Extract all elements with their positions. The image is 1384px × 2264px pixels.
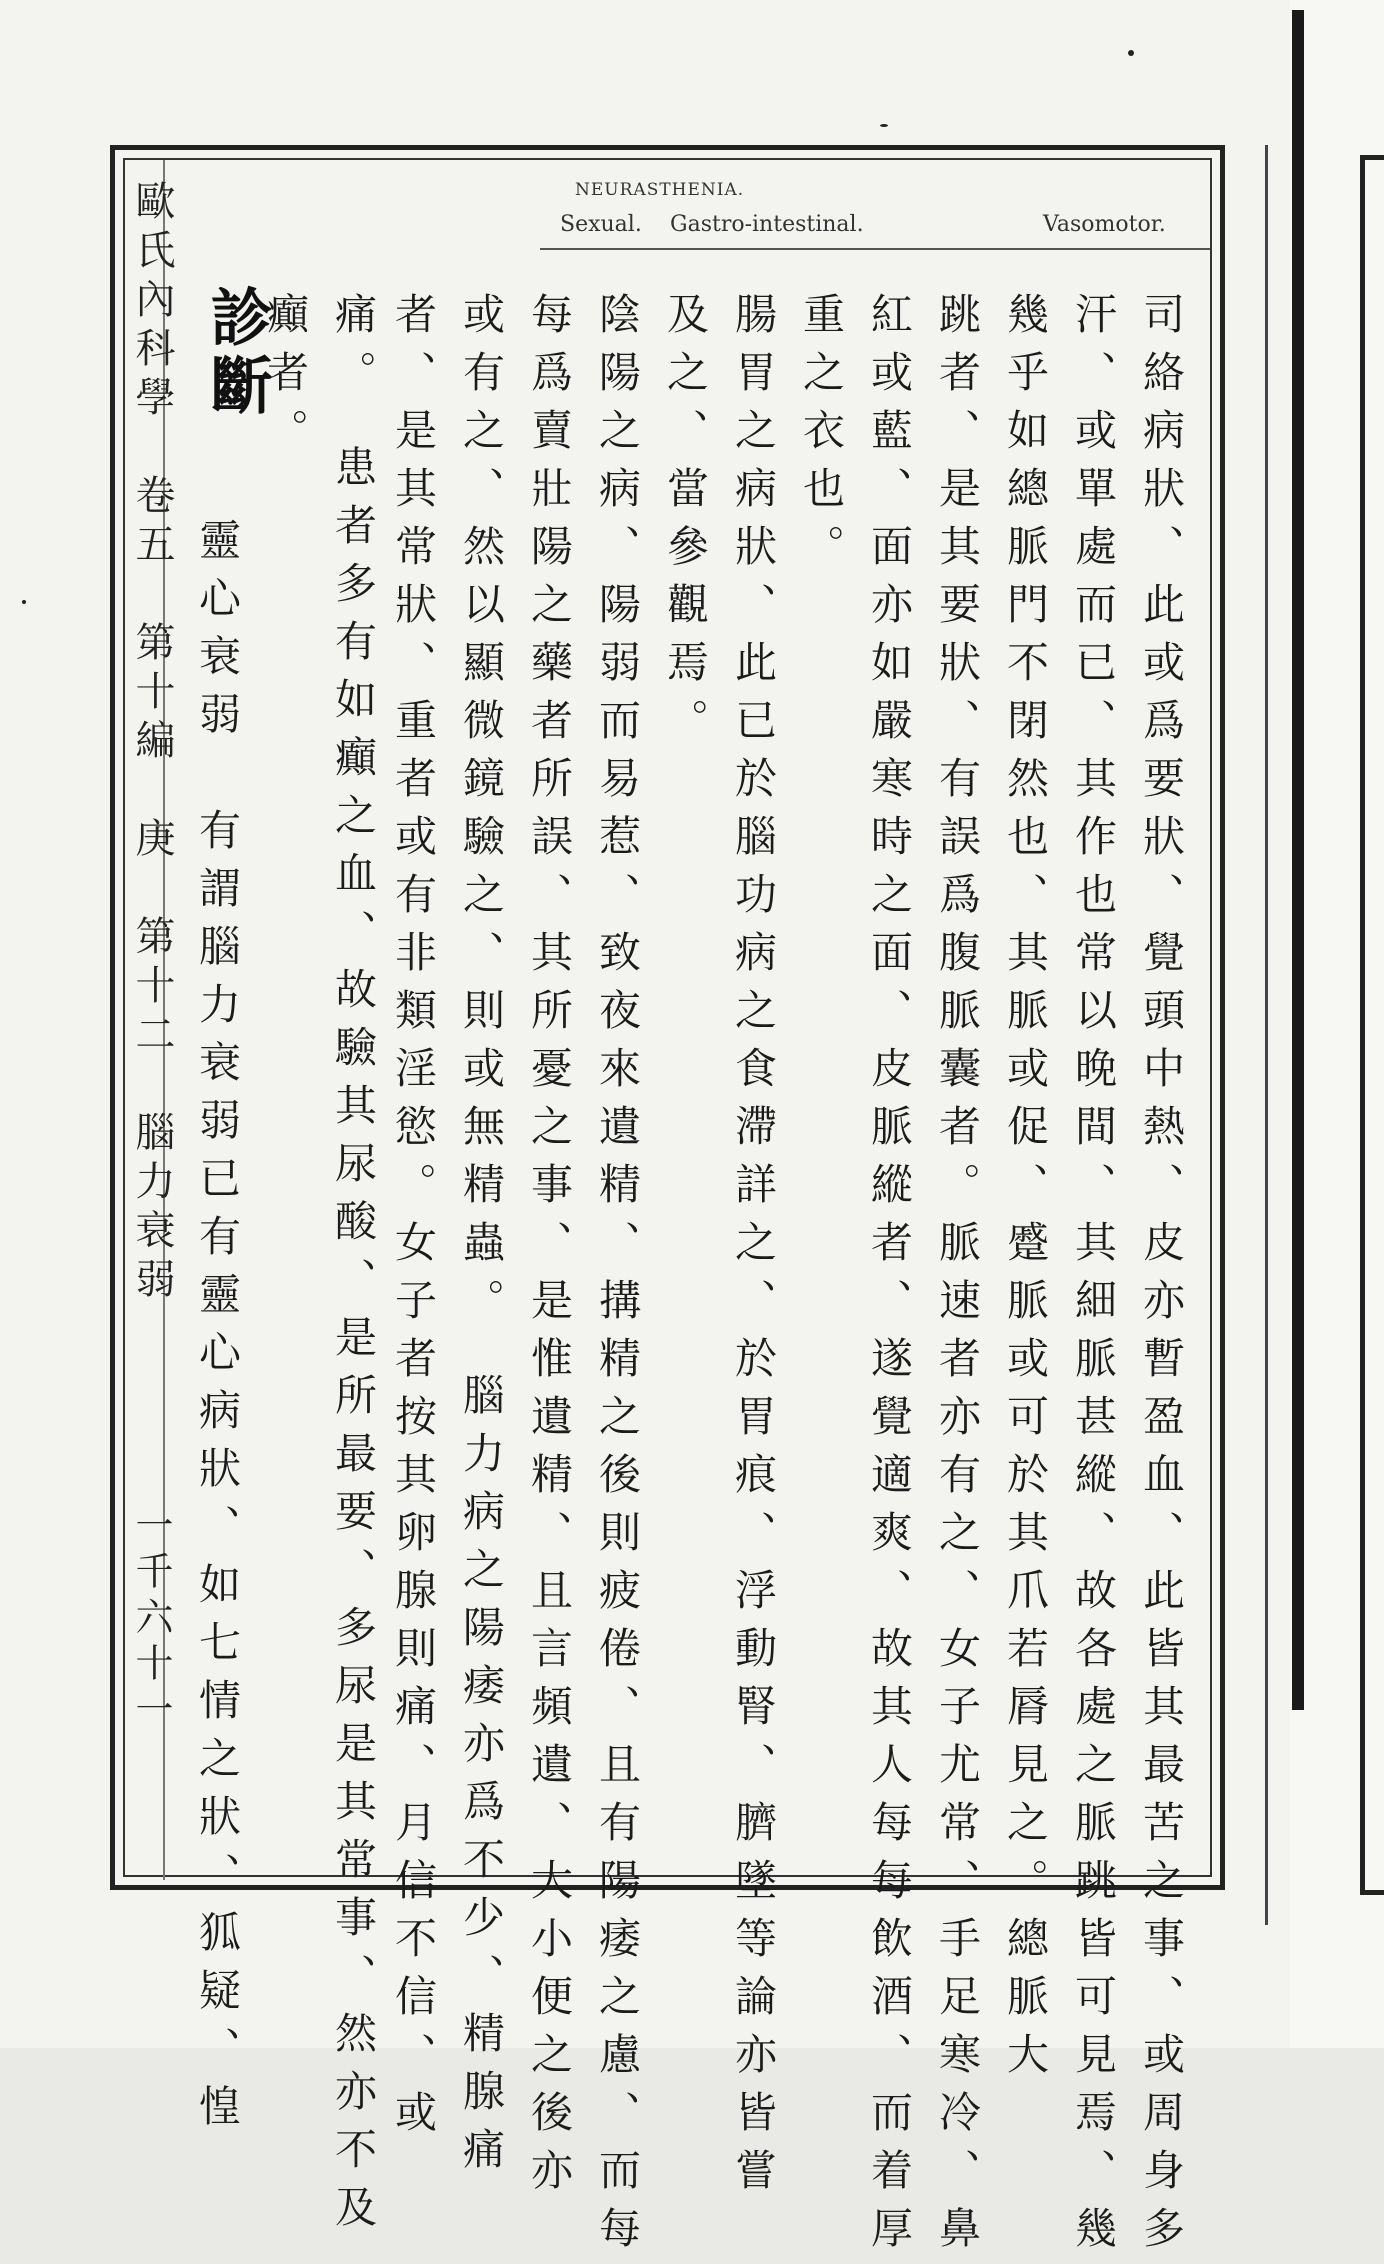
text-column: 重之衣也。 — [797, 292, 846, 582]
header-sexual: Sexual. — [560, 212, 642, 237]
text-column: 幾乎如總脈門不閉然也、其脈或促、蹙脈或可於其爪若脣見之。總脈大 — [1001, 292, 1050, 2090]
speck — [22, 600, 26, 604]
header-gastro: Gastro-intestinal. — [670, 212, 864, 237]
text-column: 腸胃之病狀、此已於腦功病之食滯詳之、於胃痕、浮動腎、臍墜等論亦皆嘗 — [729, 292, 778, 2206]
section-heading: 診斷 — [200, 285, 273, 421]
page-header — [540, 175, 1210, 250]
text-column: 及之、當參觀焉。 — [661, 292, 710, 756]
text-column: 司絡病狀、此或爲要狀、覺頭中熱、皮亦暫盈血、此皆其最苦之事、或周身多 — [1137, 292, 1186, 2264]
text-column: 跳者、是其要狀、有誤爲腹脈囊者。脈速者亦有之、女子尤常、手足寒冷、鼻 — [933, 292, 982, 2264]
text-column: 或有之、然以顯微鏡驗之、則或無精蟲。 腦力病之陽痿亦爲不少、精腺痛 — [457, 292, 506, 2185]
page-edge-rule — [1265, 145, 1268, 1925]
running-head: 歐氏內科學 卷五 第十編 庚 第十二 腦力衰弱 — [129, 180, 175, 1307]
adjacent-page-frame — [1360, 155, 1384, 1895]
text-column: 紅或藍、面亦如嚴寒時之面、皮脈縱者、遂覺適爽、故其人每每飲酒、而着厚 — [865, 292, 914, 2264]
speck — [880, 124, 888, 127]
binding-edge — [1292, 10, 1304, 1710]
header-vasomotor: Vasomotor. — [1043, 212, 1166, 237]
speck — [1128, 50, 1134, 56]
text-column: 汗、或單處而已、其作也常以晚間、其細脈甚縱、故各處之脈跳皆可見焉、幾 — [1069, 292, 1118, 2264]
text-column: 靈心衰弱 有謂腦力衰弱已有靈心病狀、如七情之狀、狐疑、惶 — [193, 460, 242, 2142]
text-column: 者、是其常狀、重者或有非類淫慾。女子者按其卵腺則痛、月信不信、或 — [389, 292, 438, 2148]
text-column: 每爲賣壯陽之藥者所誤、其所憂之事、是惟遺精、且言頻遺、大小便之後亦 — [525, 292, 574, 2206]
text-column: 癲者。 — [261, 292, 310, 466]
page-number: 一千六十一 — [129, 1505, 173, 1735]
header-rule — [540, 248, 1210, 250]
text-column: 陰陽之病、陽弱而易惹、致夜來遺精、搆精之後則疲倦、且有陽痿之慮、而每 — [593, 292, 642, 2264]
header-title: NEURASTHENIA. — [575, 180, 745, 200]
text-column: 痛。 患者多有如癲之血、故驗其尿酸、是所最要、多尿是其常事、然亦不及 — [329, 292, 378, 2243]
